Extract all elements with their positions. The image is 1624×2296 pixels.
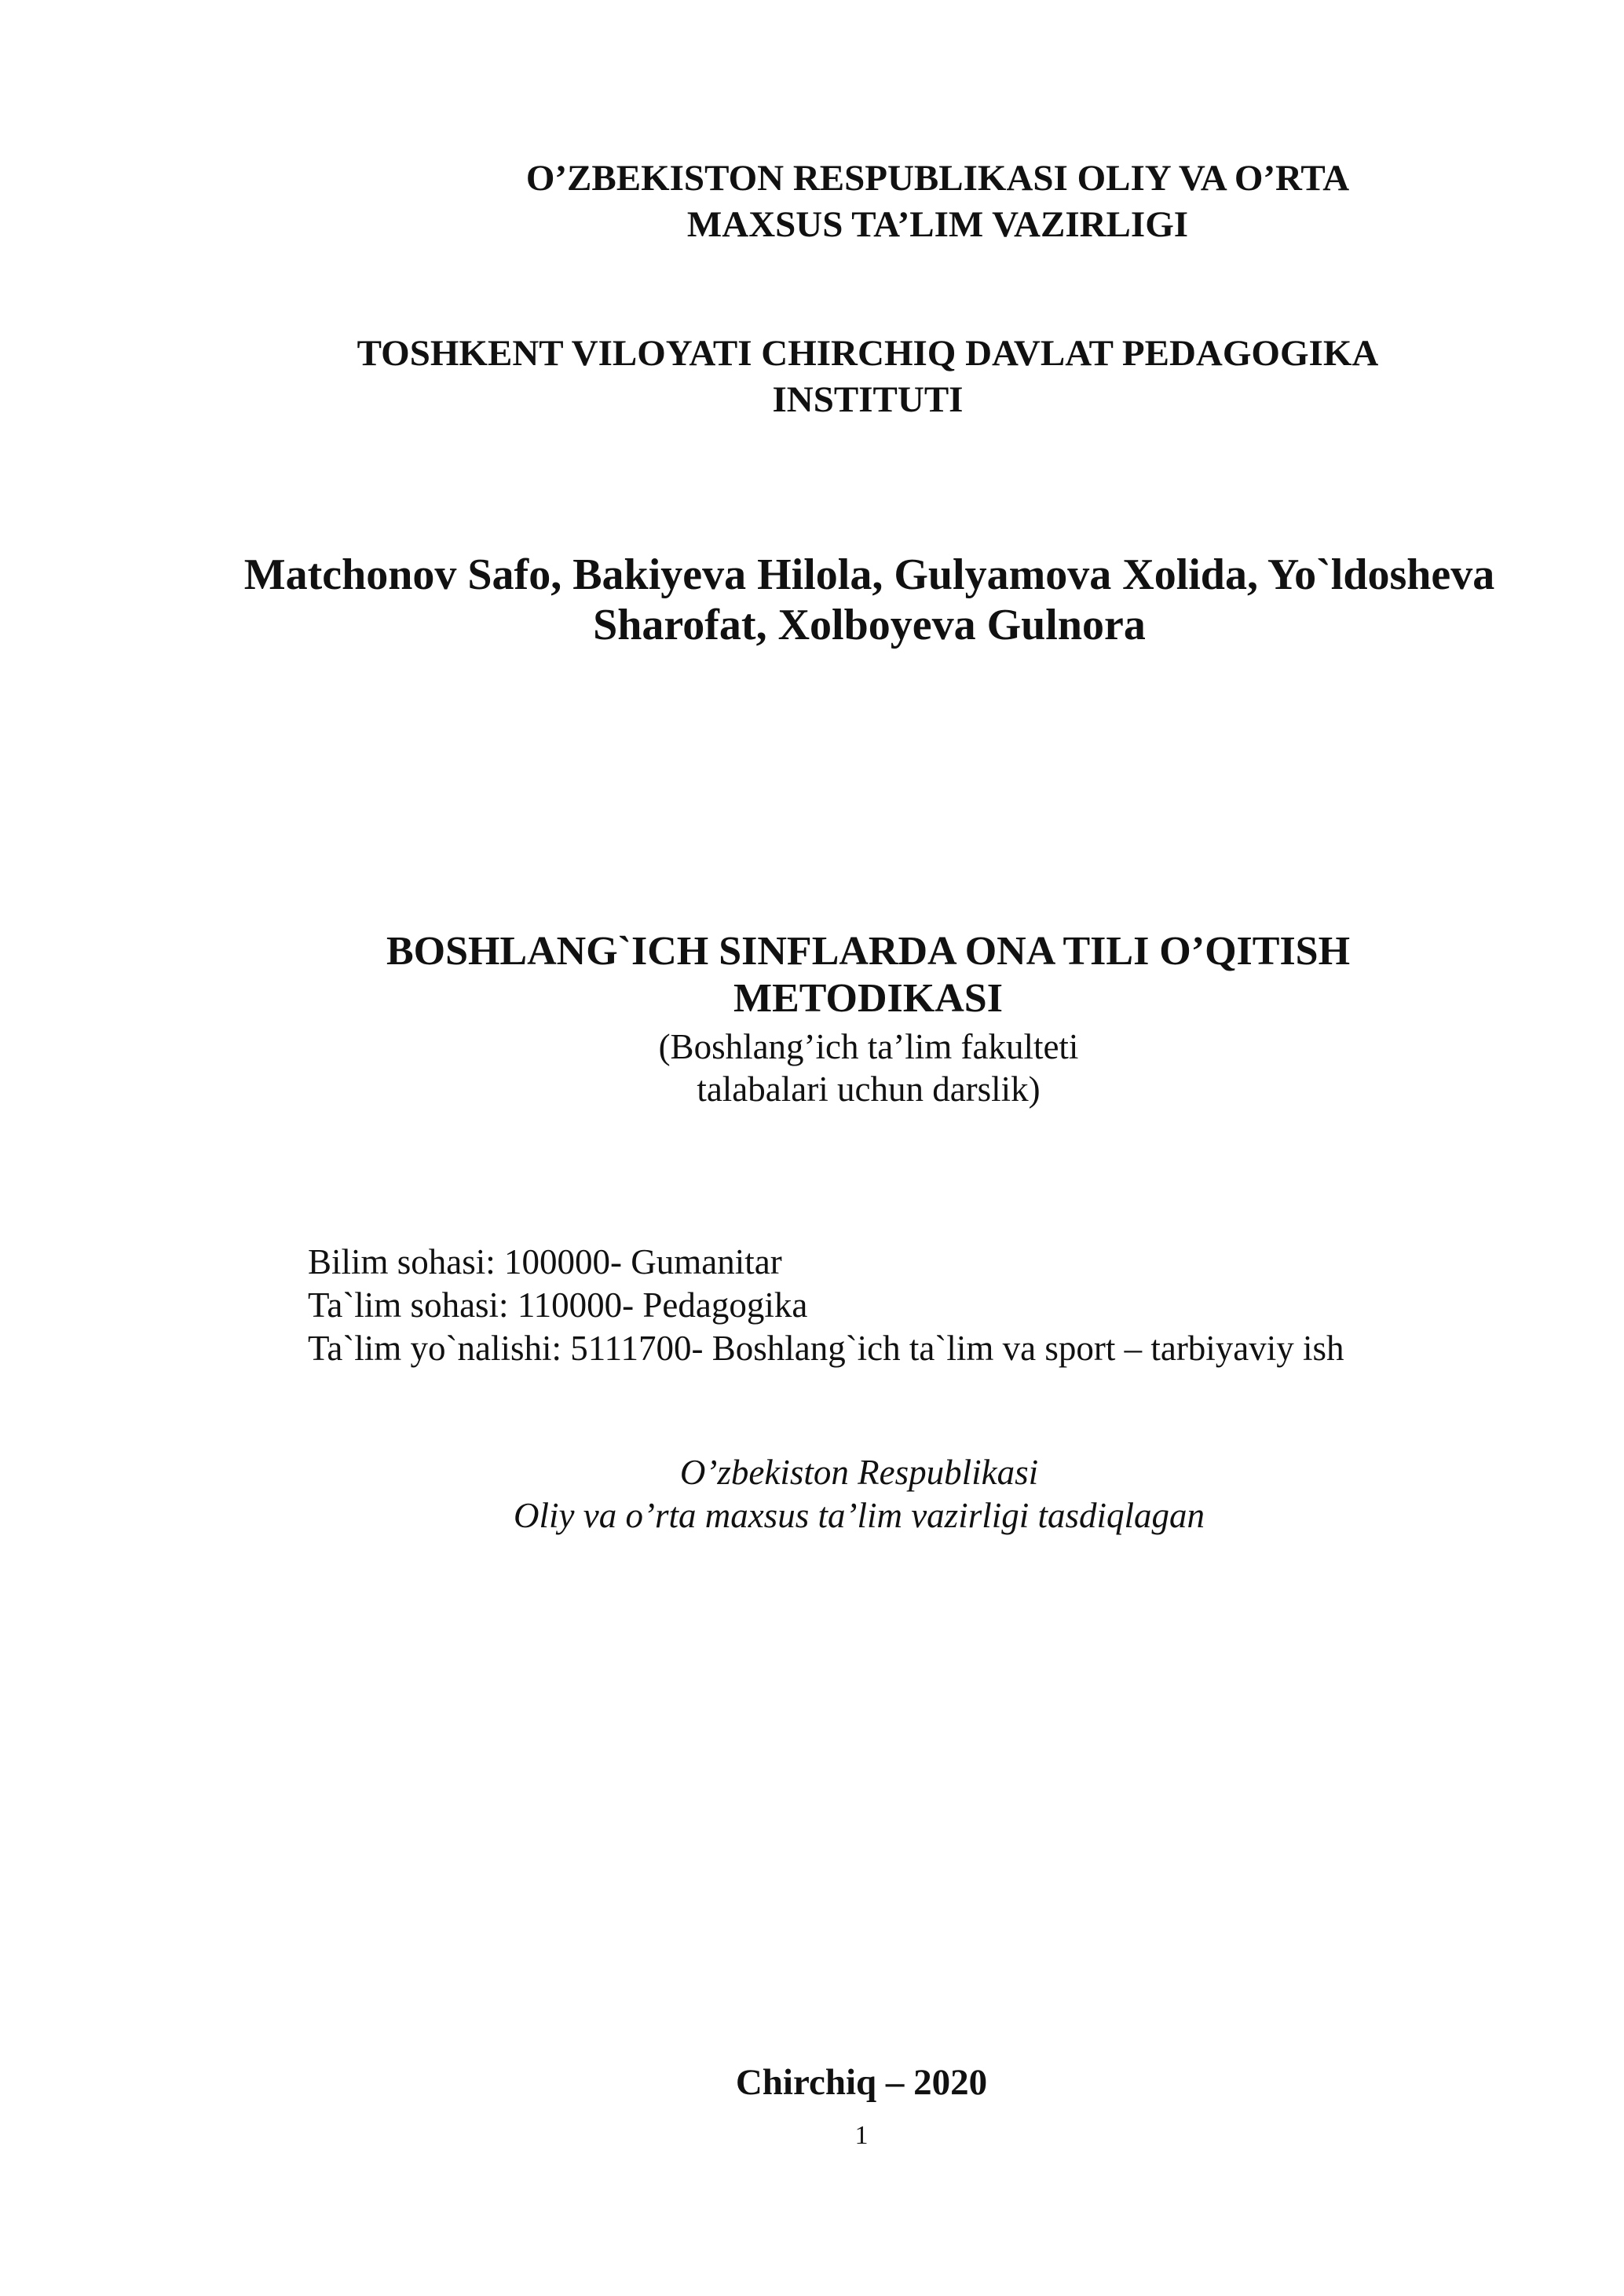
book-subtitle — [0, 1026, 1624, 1110]
authors-list — [0, 550, 1624, 650]
ministry-heading — [0, 155, 1624, 248]
city-year: Chirchiq – 2020 — [735, 2062, 988, 2103]
field-knowledge-area: Bilim sohasi: 100000- Gumanitar — [308, 1242, 782, 1281]
page-number: 1 — [854, 2121, 869, 2150]
institute-heading — [0, 331, 1624, 423]
field-education-direction: Ta`lim yo`nalishi: 5111700- Boshlang`ich ta`lim va sport – tarbiyaviy ish — [308, 1329, 1344, 1368]
subtitle-line-1: (Boshlang’ich ta’lim fakulteti — [658, 1027, 1079, 1066]
institute-line-2: INSTITUTI — [772, 379, 964, 420]
approval-line-1: O’zbekiston Respublikasi — [679, 1453, 1039, 1492]
ministry-line-1: O’ZBEKISTON RESPUBLIKASI OLIY VA O’RTA — [525, 158, 1350, 199]
title-line-2: METODIKASI — [733, 976, 1003, 1021]
classification-fields — [308, 1241, 1344, 1370]
authors-line-2: Sharofat, Xolboyeva Gulnora — [593, 601, 1146, 649]
approval-line-2: Oliy va o’rta maxsus ta’lim vazirligi tasdiqlagan — [514, 1496, 1205, 1535]
ministry-line-2: MAXSUS TA’LIM VAZIRLIGI — [686, 204, 1189, 245]
authors-line-1: Matchonov Safo, Bakiyeva Hilola, Gulyamova Xolida, Yo`ldosheva — [243, 550, 1495, 599]
subtitle-line-2: talabalari uchun darslik) — [697, 1069, 1041, 1109]
field-education-area: Ta`lim sohasi: 110000- Pedagogika — [308, 1285, 808, 1325]
book-title — [0, 928, 1624, 1022]
approval-statement — [0, 1451, 1624, 1537]
institute-line-1: TOSHKENT VILOYATI CHIRCHIQ DAVLAT PEDAGOGIKA — [357, 333, 1379, 374]
title-line-1: BOSHLANG`ICH SINFLARDA ONA TILI O’QITISH — [386, 929, 1351, 974]
